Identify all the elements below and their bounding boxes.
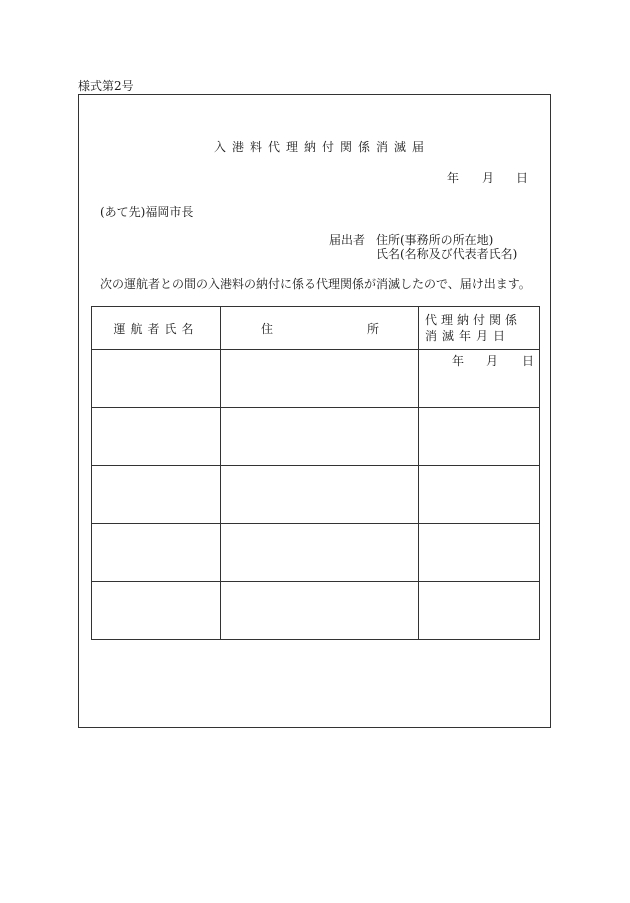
- table-row: [92, 350, 540, 408]
- table-header-row: [92, 307, 540, 350]
- form-number: 様式第2号: [78, 79, 134, 93]
- statement-text: 次の運航者との間の入港料の納付に係る代理関係が消滅したので、届け出ます。: [100, 277, 531, 291]
- date-day-unit: 日: [516, 171, 529, 185]
- notifier-address-label: 住所(事務所の所在地): [376, 233, 494, 247]
- notifier-name-label: 氏名(名称及び代表者氏名): [376, 247, 518, 261]
- header-date-line1: 代理納付関係: [425, 313, 522, 327]
- table-row: [92, 524, 540, 582]
- cell-operator-name[interactable]: [92, 350, 221, 408]
- date-year-unit: 年: [447, 171, 460, 185]
- date-month-unit: 月: [482, 171, 495, 185]
- cell-operator-name[interactable]: [92, 524, 221, 582]
- table-row: [92, 408, 540, 466]
- table-row: [92, 582, 540, 640]
- cell-operator-name[interactable]: [92, 408, 221, 466]
- notifier-label: 届出者: [329, 233, 366, 247]
- header-operator-name: 運航者氏名: [92, 307, 221, 350]
- cell-operator-name[interactable]: [92, 582, 221, 640]
- cell-termination-date[interactable]: [419, 582, 540, 640]
- row-date-month-unit: 月: [486, 354, 499, 368]
- header-address: [221, 307, 419, 350]
- cell-termination-date[interactable]: [419, 524, 540, 582]
- operator-table: [91, 306, 540, 640]
- table-row: [92, 466, 540, 524]
- cell-address[interactable]: [221, 524, 419, 582]
- row-date-year-unit: 年: [452, 354, 465, 368]
- header-termination-date: [419, 307, 540, 350]
- cell-termination-date[interactable]: [419, 466, 540, 524]
- cell-address[interactable]: [221, 350, 419, 408]
- document-title: 入港料代理納付関係消滅届: [214, 140, 431, 154]
- header-address-part1: 住: [261, 322, 274, 336]
- cell-operator-name[interactable]: [92, 466, 221, 524]
- header-date-line2: 消滅年月日: [425, 329, 511, 343]
- addressee: (あて先)福岡市長: [100, 205, 194, 219]
- header-address-part2: 所: [367, 322, 380, 336]
- row-date-day-unit: 日: [522, 354, 535, 368]
- cell-address[interactable]: [221, 466, 419, 524]
- cell-termination-date[interactable]: [419, 350, 540, 408]
- cell-termination-date[interactable]: [419, 408, 540, 466]
- cell-address[interactable]: [221, 408, 419, 466]
- cell-address[interactable]: [221, 582, 419, 640]
